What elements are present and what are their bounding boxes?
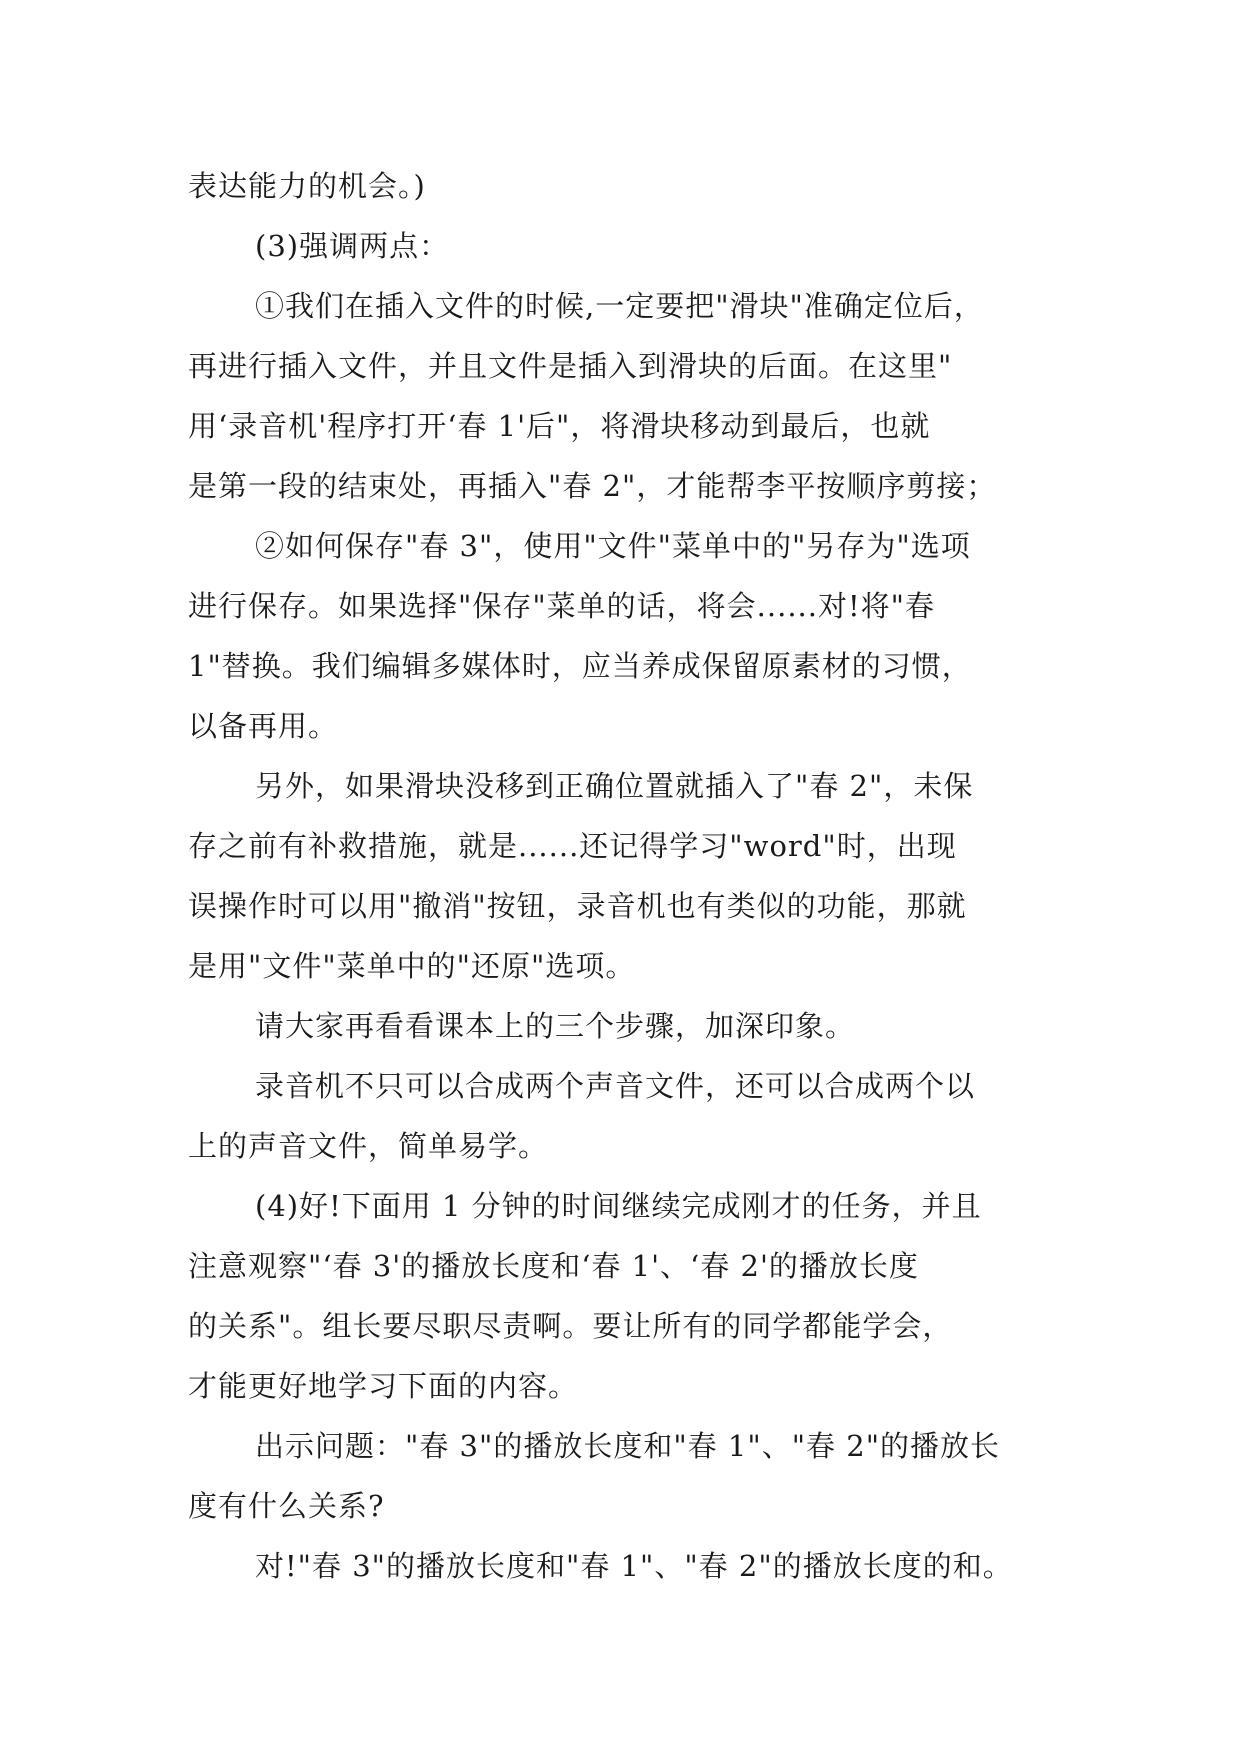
text-line: (4)好!下面用 1 分钟的时间继续完成刚才的任务，并且 — [255, 1189, 982, 1223]
text-line: 请大家再看看课本上的三个步骤，加深印象。 — [255, 1009, 856, 1043]
text-line: 用‘录音机'程序打开‘春 1'后"，将滑块移动到最后，也就 — [188, 409, 931, 443]
text-line: 进行保存。如果选择"保存"菜单的话，将会......对!将"春 — [188, 589, 935, 623]
text-line: 的关系"。组长要尽职尽责啊。要让所有的同学都能学会， — [188, 1309, 953, 1343]
text-line: 再进行插入文件，并且文件是插入到滑块的后面。在这里" — [188, 349, 953, 383]
text-line: 录音机不只可以合成两个声音文件，还可以合成两个以 — [255, 1069, 976, 1103]
text-line: 存之前有补救措施，就是......还记得学习"word"时，出现 — [188, 829, 957, 863]
text-line: 注意观察"‘春 3'的播放长度和‘春 1'、‘春 2'的播放长度 — [188, 1249, 919, 1283]
text-line: ②如何保存"春 3"，使用"文件"菜单中的"另存为"选项 — [255, 529, 971, 563]
text-line: 是第一段的结束处，再插入"春 2"，才能帮李平按顺序剪接； — [188, 469, 997, 503]
text-line: 出示问题："春 3"的播放长度和"春 1"、"春 2"的播放长 — [255, 1429, 1001, 1463]
text-line: 度有什么关系? — [188, 1489, 385, 1523]
text-line: 表达能力的机会。) — [188, 169, 426, 203]
text-line: ①我们在插入文件的时候,一定要把"滑块"准确定位后， — [255, 289, 984, 323]
text-line: 对!"春 3"的播放长度和"春 1"、"春 2"的播放长度的和。 — [255, 1549, 1013, 1583]
text-line: 是用"文件"菜单中的"还原"选项。 — [188, 949, 636, 983]
text-line: 另外，如果滑块没移到正确位置就插入了"春 2"，未保 — [255, 769, 974, 803]
text-line: 才能更好地学习下面的内容。 — [188, 1369, 579, 1403]
text-line: 误操作时可以用"撤消"按钮，录音机也有类似的功能，那就 — [188, 889, 967, 923]
text-line: (3)强调两点： — [255, 229, 450, 263]
text-line: 上的声音文件，简单易学。 — [188, 1129, 549, 1163]
text-line: 以备再用。 — [188, 709, 339, 743]
text-line: 1"替换。我们编辑多媒体时，应当养成保留原素材的习惯， — [188, 649, 972, 683]
